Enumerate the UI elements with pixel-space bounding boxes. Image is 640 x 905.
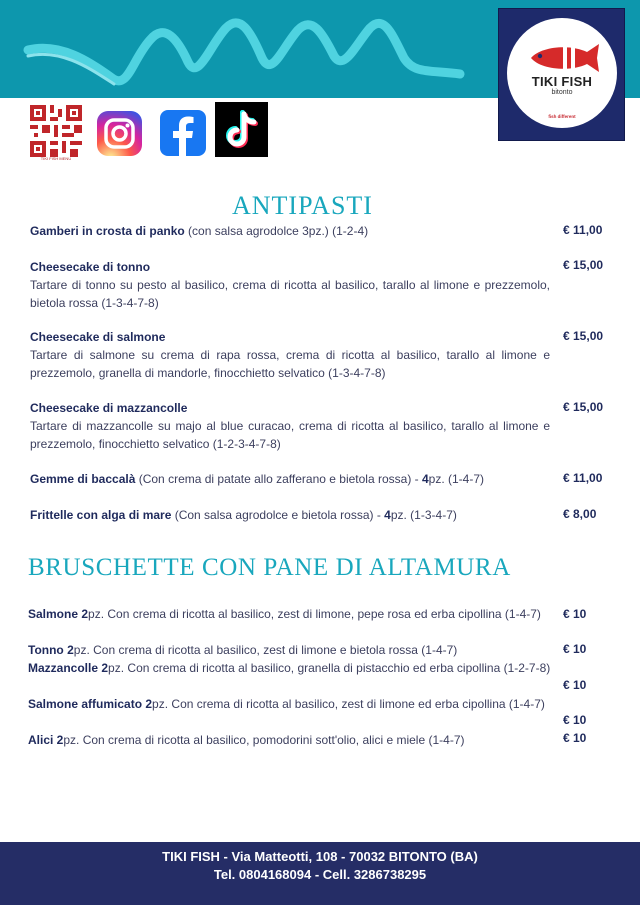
item-price: € 15,00 [563, 258, 604, 272]
bruschetta-item [28, 605, 552, 623]
bruschetta-item [28, 695, 552, 713]
menu-item [30, 222, 550, 240]
menu-item [30, 258, 550, 312]
item-qty: 2 [142, 697, 153, 711]
fish-icon [507, 18, 617, 78]
item-description: Con crema di ricotta al basilico, zest di limone ed erba cipollina (1-4-7) [168, 697, 545, 711]
item-description: Con crema di ricotta al basilico, zest di limone e bietola rossa (1-4-7) [89, 643, 458, 657]
item-unit: pz. [108, 661, 125, 675]
footer-address: TIKI FISH - Via Matteotti, 108 - 70032 BITONTO (BA) [162, 849, 478, 864]
facebook-icon[interactable] [160, 110, 206, 156]
item-unit: pz. [73, 643, 90, 657]
item-name: Salmone [28, 607, 79, 621]
bruschetta-item [28, 731, 552, 749]
item-name: Mazzancolle [28, 661, 99, 675]
item-price: € 11,00 [563, 223, 603, 237]
item-description: Tartare di mazzancolle su majo al blue curacao, crema di ricotta al basilico, tarallo al limone e prezzemolo, finocchietto selvatico (1-2-3-4-7-8) [30, 419, 550, 451]
footer-phone: Tel. 0804168094 - Cell. 3286738295 [213, 867, 427, 882]
item-name: Frittelle con alga di mare [30, 508, 172, 522]
item-name: Cheesecake di tonno [30, 260, 151, 274]
item-name: Cheesecake di salmone [30, 330, 166, 344]
item-note: (Con salsa agrodolce e bietola rossa) - [171, 508, 385, 522]
menu-item [30, 399, 550, 453]
item-price: € 10 [563, 642, 587, 656]
logo-circle [507, 18, 617, 128]
item-qty: 2 [78, 607, 89, 621]
bruschetta-item [28, 641, 552, 659]
tiktok-icon[interactable] [215, 102, 268, 157]
item-price: € 10 [563, 713, 587, 727]
item-name: Salmone affumicato [28, 697, 143, 711]
menu-item [30, 328, 550, 382]
item-price: € 10 [563, 678, 587, 692]
item-qty: 4 [421, 472, 429, 486]
item-unit: pz. [88, 607, 105, 621]
item-qty: 2 [53, 733, 64, 747]
item-qty: 2 [63, 643, 74, 657]
item-qty: 2 [98, 661, 109, 675]
qr-code[interactable] [30, 105, 82, 157]
item-name: Alici [28, 733, 54, 747]
item-price: € 8,00 [563, 507, 597, 521]
logo-tagline: fish different [548, 114, 576, 119]
item-name: Cheesecake di mazzancolle [30, 401, 188, 415]
logo-box [499, 9, 624, 140]
item-description: Tartare di salmone su crema di rapa rossa, crema di ricotta al basilico, tarallo al limone e prezzemolo, granella di mandorle, finocchietto selvatico (1-3-4-7-8) [30, 348, 550, 380]
item-name: Gamberi in crosta di panko [30, 224, 185, 238]
item-tail: pz. (1-4-7) [428, 472, 485, 486]
section-title-antipasti: ANTIPASTI [232, 191, 373, 220]
item-price: € 11,00 [563, 471, 603, 485]
menu-item [30, 470, 550, 488]
menu-item [30, 506, 550, 524]
item-price: € 10 [563, 607, 587, 621]
section-title-bruschette: BRUSCHETTE CON PANE DI ALTAMURA [28, 554, 511, 581]
item-qty: 4 [384, 508, 391, 522]
item-unit: pz. [63, 733, 80, 747]
item-name: Gemme di baccalà [30, 472, 136, 486]
item-unit: pz. [152, 697, 169, 711]
item-description: Con crema di ricotta al basilico, pomodorini sott'olio, alici e miele (1-4-7) [79, 733, 465, 747]
item-note: (Con crema di patate allo zafferano e bietola rossa) - [135, 472, 422, 486]
item-name: Tonno [28, 643, 64, 657]
item-tail: pz. (1-3-4-7) [390, 508, 457, 522]
logo-city: bitonto [551, 89, 573, 96]
qr-caption: TIKI FISH MENU [40, 156, 72, 161]
instagram-icon[interactable] [97, 111, 142, 156]
bruschetta-item [28, 659, 552, 677]
item-note: (con salsa agrodolce 3pz.) (1-2-4) [184, 224, 369, 238]
logo-title: TIKI FISH [531, 74, 593, 89]
item-description: Con crema di ricotta al basilico, granella di pistacchio ed erba cipollina (1-2-7-8) [124, 661, 551, 675]
item-price: € 10 [563, 731, 587, 745]
item-description: Con crema di ricotta al basilico, zest di limone, pepe rosa ed erba cipollina (1-4-7) [104, 607, 541, 621]
item-price: € 15,00 [563, 329, 604, 343]
item-price: € 15,00 [563, 400, 604, 414]
footer [0, 842, 640, 905]
item-description: Tartare di tonno su pesto al basilico, crema di ricotta al basilico, tarallo al limone e prezzemolo, bietola rossa (1-3-4-7-8) [30, 278, 550, 310]
